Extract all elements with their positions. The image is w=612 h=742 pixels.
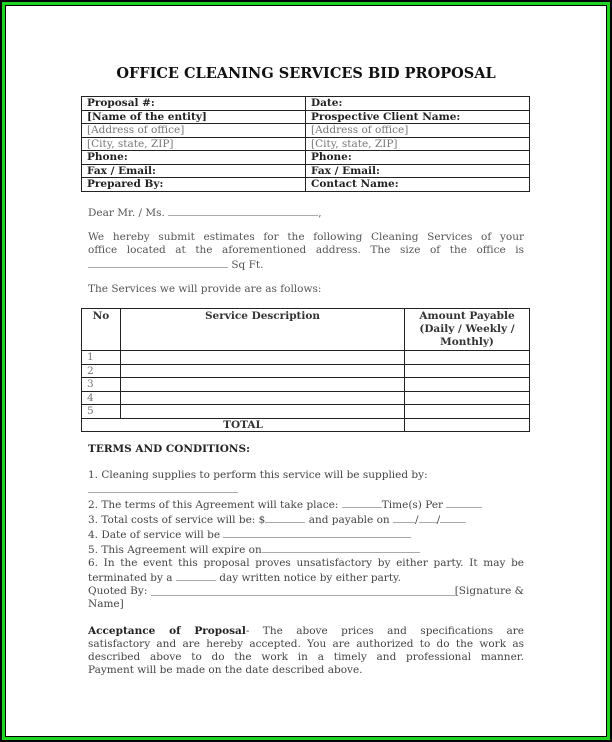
signature-blank [151, 585, 455, 596]
blank [419, 512, 437, 523]
info-cell: [City, state, ZIP] [306, 137, 530, 151]
term-text: Time(s) Per [381, 499, 444, 511]
term-text: 5. This Agreement will expire on [88, 544, 262, 556]
term-text: 4. Date of service will be [88, 529, 221, 541]
info-cell: Phone: [82, 151, 306, 165]
term-item [88, 570, 524, 585]
term-text: day written notice by either party. [219, 572, 401, 584]
service-table [81, 308, 530, 432]
acceptance-paragraph [88, 625, 524, 677]
intro-line: office located at the aforementioned address. The size of the office is [88, 244, 524, 256]
blank [262, 542, 420, 553]
info-cell: Prospective Client Name: [306, 110, 530, 124]
acceptance-heading: Acceptance of Proposal [88, 625, 246, 637]
term-item [88, 497, 524, 512]
blank [176, 570, 216, 581]
info-cell: Contact Name: [306, 178, 530, 192]
info-table [81, 96, 530, 192]
acceptance-text: satisfactory and are hereby accepted. You are authorized to do the work as [88, 638, 524, 650]
salutation-line: Dear Mr. / Ms. , [88, 207, 322, 219]
sqft-blank [88, 257, 228, 268]
terms-heading: TERMS AND CONDITIONS: [88, 443, 250, 455]
term-text: terminated by a [88, 572, 173, 584]
acceptance-text: - The above prices and specifications are [245, 625, 524, 637]
info-cell: Fax / Email: [306, 164, 530, 178]
info-cell: [Address of office] [82, 124, 306, 138]
info-cell: Prepared By: [82, 178, 306, 192]
salutation: Dear Mr. / Ms. [88, 207, 165, 219]
row-number: 3 [82, 378, 121, 392]
table-row [82, 378, 530, 392]
acceptance-text: described above to do the work in a timely and professional manner. [88, 651, 524, 663]
table-row [82, 391, 530, 405]
row-number: 1 [82, 351, 121, 365]
row-number: 5 [82, 405, 121, 419]
supplier-blank [88, 482, 238, 493]
term-text: and payable on [308, 514, 390, 526]
signature-label: Name] [88, 598, 124, 610]
terms-list [88, 469, 524, 585]
term-item: 1. Cleaning supplies to perform this service will be supplied by: [88, 469, 428, 481]
blank [440, 512, 466, 523]
info-cell: Phone: [306, 151, 530, 165]
term-item [88, 527, 524, 542]
term-text: 3. Total costs of service will be: $ [88, 514, 266, 526]
document-title: OFFICE CLEANING SERVICES BID PROPOSAL [116, 65, 496, 82]
intro-line: We hereby submit estimates for the following Cleaning Services of your [88, 231, 524, 243]
info-cell: [Address of office] [306, 124, 530, 138]
table-row [82, 351, 530, 365]
term-item: 3. Total costs of service will be: $ and payable on / / [88, 512, 524, 527]
blank [393, 512, 415, 523]
sqft-label: Sq Ft. [231, 259, 264, 271]
quoted-by-label: Quoted By: [88, 585, 148, 597]
row-number: 2 [82, 364, 121, 378]
total-label: TOTAL [82, 418, 405, 432]
table-row [82, 405, 530, 419]
term-item: 6. In the event this proposal proves unsatisfactory by either party. It may be [88, 557, 524, 569]
blank [223, 527, 411, 538]
info-cell: Date: [306, 97, 530, 111]
term-text: 2. The terms of this Agreement will take place: [88, 499, 339, 511]
quoted-by-block [88, 585, 524, 611]
blank [342, 497, 382, 508]
header-description: Service Description [121, 309, 405, 351]
table-row [82, 364, 530, 378]
info-cell: [Name of the entity] [82, 110, 306, 124]
blank [446, 497, 482, 508]
services-intro: The Services we will provide are as follows: [88, 283, 322, 295]
info-cell: Fax / Email: [82, 164, 306, 178]
info-cell: Proposal #: [82, 97, 306, 111]
header-no: No [82, 309, 121, 351]
total-row [82, 418, 530, 432]
intro-paragraph [88, 231, 524, 272]
acceptance-text: Payment will be made on the date described above. [88, 664, 363, 676]
header-amount: Amount Payable (Daily / Weekly / Monthly) [405, 309, 530, 351]
signature-label: [Signature & [454, 585, 524, 597]
name-blank [168, 205, 318, 216]
term-item [88, 542, 524, 557]
row-number: 4 [82, 391, 121, 405]
blank [265, 512, 305, 523]
info-cell: [City, state, ZIP] [82, 137, 306, 151]
